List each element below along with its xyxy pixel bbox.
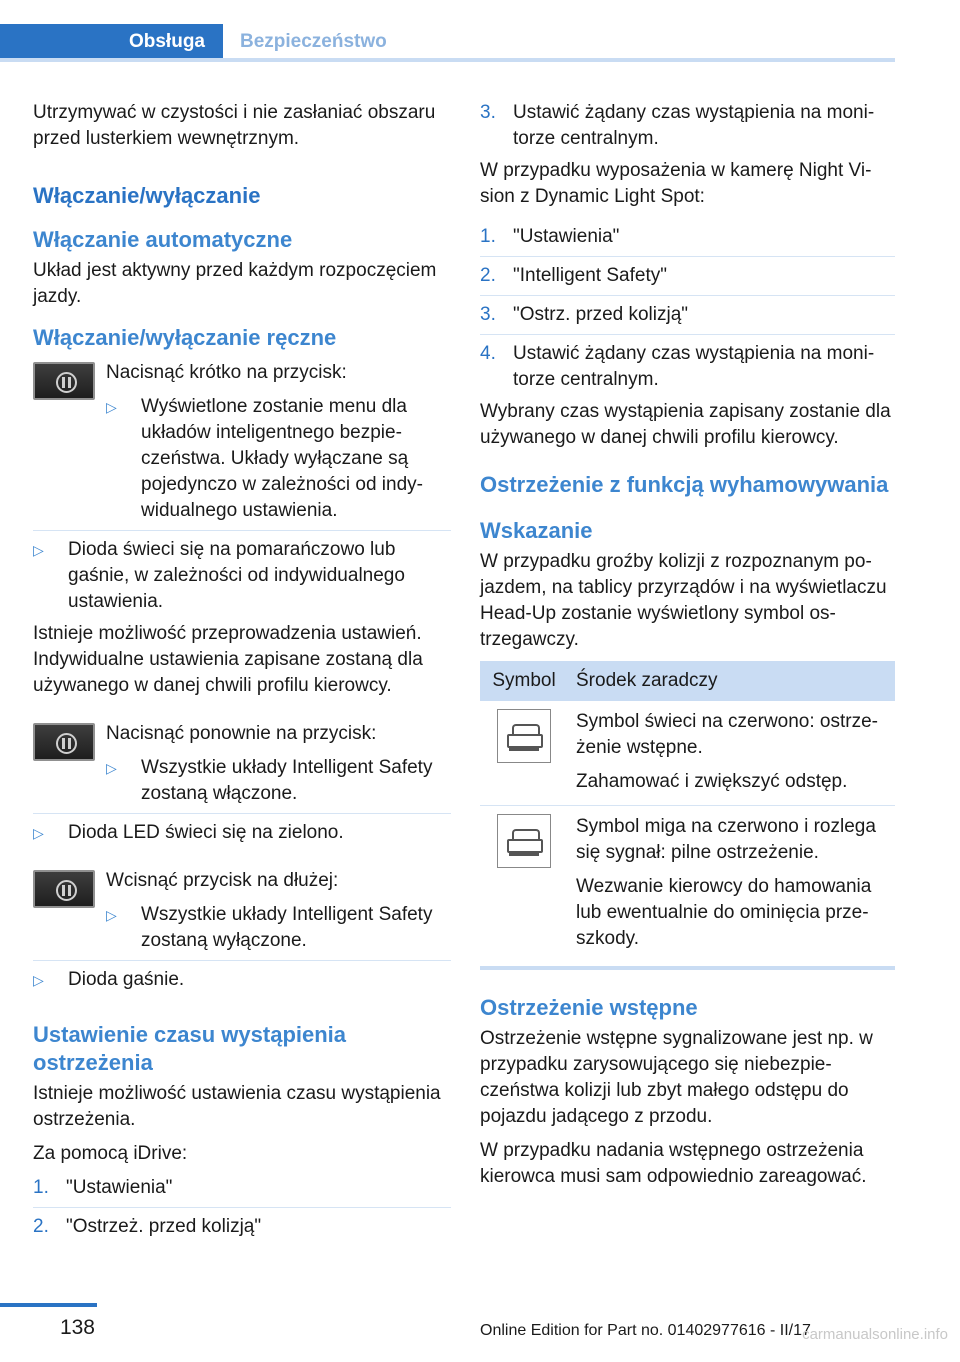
arrow-icon: ▷	[33, 542, 44, 558]
footer-rule	[0, 1303, 97, 1307]
button-step-2-result: ▷ Wszystkie układy Intelligent Safety zostaną włączone.	[106, 757, 433, 804]
button-step-3-text: Wcisnąć przycisk na dłużej:	[106, 870, 339, 891]
button-step-3-result: ▷ Wszystkie układy Intelligent Safety zostaną wyłączone.	[106, 904, 433, 951]
right-column	[480, 100, 895, 1198]
header-bar	[0, 0, 895, 62]
tab-obsluga[interactable]: Obsługa	[0, 24, 223, 62]
list-item: 3. "Ostrz. przed kolizją"	[480, 295, 895, 328]
watermark: carmanualsonline.info	[802, 1326, 948, 1343]
row-1-desc: Symbol świeci na czerwono: ostrzeżenie wstępne.	[576, 711, 878, 758]
button-step-2	[33, 721, 451, 807]
idrive-text: Za pomocą iDrive:	[33, 1143, 188, 1164]
heading-auto: Włączanie automatyczne	[33, 227, 293, 252]
button-step-1-text: Nacisnąć krótko na przycisk:	[106, 362, 347, 383]
intro-text: Utrzymywać w czystości i nie zasłaniać obszaru przed lusterkiem wewnętrznym.	[33, 102, 436, 149]
pre-warning-text-2: W przypadku nadania wstępnego ostrzeżenia kierowca musi sam odpowiednio zareagować.	[480, 1140, 867, 1187]
left-column	[33, 100, 451, 1240]
safety-button-icon	[33, 362, 95, 400]
button-step-1	[33, 360, 451, 524]
heading-pre-warning: Ostrzeżenie wstępne	[480, 995, 698, 1020]
pre-warning-text-1: Ostrzeżenie wstępne sygnalizowane jest np. w przypadku zarysowującego się niebezpieczeństwa kolizji lub zbyt małego odstępu do pojazdu jadącego z przodu.	[480, 1028, 873, 1127]
page-number: 138	[59, 1316, 95, 1339]
list-item: 4. Ustawić żądany czas wystąpienia na monitorze centralnym.	[480, 334, 895, 393]
heading-warning-time: Ustawienie czasu wystąpienia ostrzeżenia	[33, 1022, 347, 1075]
symbol-table	[480, 661, 895, 970]
list-item: 1. "Ustawienia"	[33, 1177, 173, 1198]
saved-text: Wybrany czas wystąpienia zapisany zostanie dla używanego w danej chwili profilu kierowcy.	[480, 401, 891, 448]
edition-text: Online Edition for Part no. 01402977616 - II/17	[480, 1322, 811, 1339]
list-item: 3. Ustawić żądany czas wystąpienia na monitorze centralnym.	[480, 102, 875, 149]
arrow-icon: ▷	[33, 825, 44, 841]
button-step-1-result: ▷ Wyświetlone zostanie menu dla układów inteligentnego bezpieczeństwa. Układy wyłączane są pojedynczo w zależności od indywidualnego ustawienia.	[106, 396, 423, 521]
arrow-icon: ▷	[33, 972, 44, 988]
auto-text: Układ jest aktywny przed każdym rozpoczęciem jazdy.	[33, 260, 437, 307]
display-text: W przypadku groźby kolizji z rozpoznanym pojazdem, na tablicy przyrządów i na wyświetlaczu Head-Up zostanie wyświetlony symbol ostrzegawczy.	[480, 551, 887, 650]
row-2-desc: Symbol miga na czerwono i rozlega się sygnał: pilne ostrzeżenie.	[576, 816, 876, 863]
arrow-icon: ▷	[106, 907, 117, 923]
led-status-3: ▷ Dioda gaśnie.	[33, 960, 451, 993]
settings-text: Istnieje możliwość przeprowadzenia ustawień. Indywidualne ustawienia zapisane zostaną dla używanego w danej chwili profilu kierowcy.	[33, 623, 423, 696]
safety-button-icon	[33, 723, 95, 761]
list-item: 1. "Ustawienia"	[480, 226, 620, 247]
col-action: Środek zaradczy	[568, 661, 895, 701]
led-status-1: ▷ Dioda świeci się na pomarańczowo lub gaśnie, w zależności od indywidualnego ustawienia.	[33, 530, 451, 615]
list-item: 2. "Ostrzeż. przed kolizją"	[33, 1207, 451, 1240]
heading-manual: Włączanie/wyłączanie ręczne	[33, 325, 337, 350]
list-item: 2. "Intelligent Safety"	[480, 256, 895, 289]
arrow-icon: ▷	[106, 399, 117, 415]
table-row	[480, 701, 895, 806]
header-rule	[0, 58, 895, 62]
safety-button-icon	[33, 870, 95, 908]
row-2-action: Wezwanie kierowcy do hamowania lub ewentualnie do ominięcia przeszkody.	[576, 876, 872, 949]
tab-bezpieczenstwo[interactable]: Bezpieczeństwo	[240, 31, 387, 52]
heading-display: Wskazanie	[480, 518, 593, 543]
warning-time-text: Istnieje możliwość ustawienia czasu wystąpienia ostrzeżenia.	[33, 1083, 441, 1130]
button-step-2-text: Nacisnąć ponownie na przycisk:	[106, 723, 377, 744]
table-row	[480, 806, 895, 969]
row-1-action: Zahamować i zwiększyć odstęp.	[576, 771, 848, 792]
heading-brake-warning: Ostrzeżenie z funkcją wyhamowywania	[480, 472, 889, 497]
button-step-3	[33, 868, 451, 954]
arrow-icon: ▷	[106, 760, 117, 776]
car-warning-icon	[497, 709, 551, 763]
heading-onoff: Włączanie/wyłączanie	[33, 183, 261, 208]
col-symbol: Symbol	[480, 661, 568, 701]
car-warning-icon	[497, 814, 551, 868]
night-vision-text: W przypadku wyposażenia w kamerę Night Vision z Dynamic Light Spot:	[480, 160, 872, 207]
led-status-2: ▷ Dioda LED świeci się na zielono.	[33, 813, 451, 846]
